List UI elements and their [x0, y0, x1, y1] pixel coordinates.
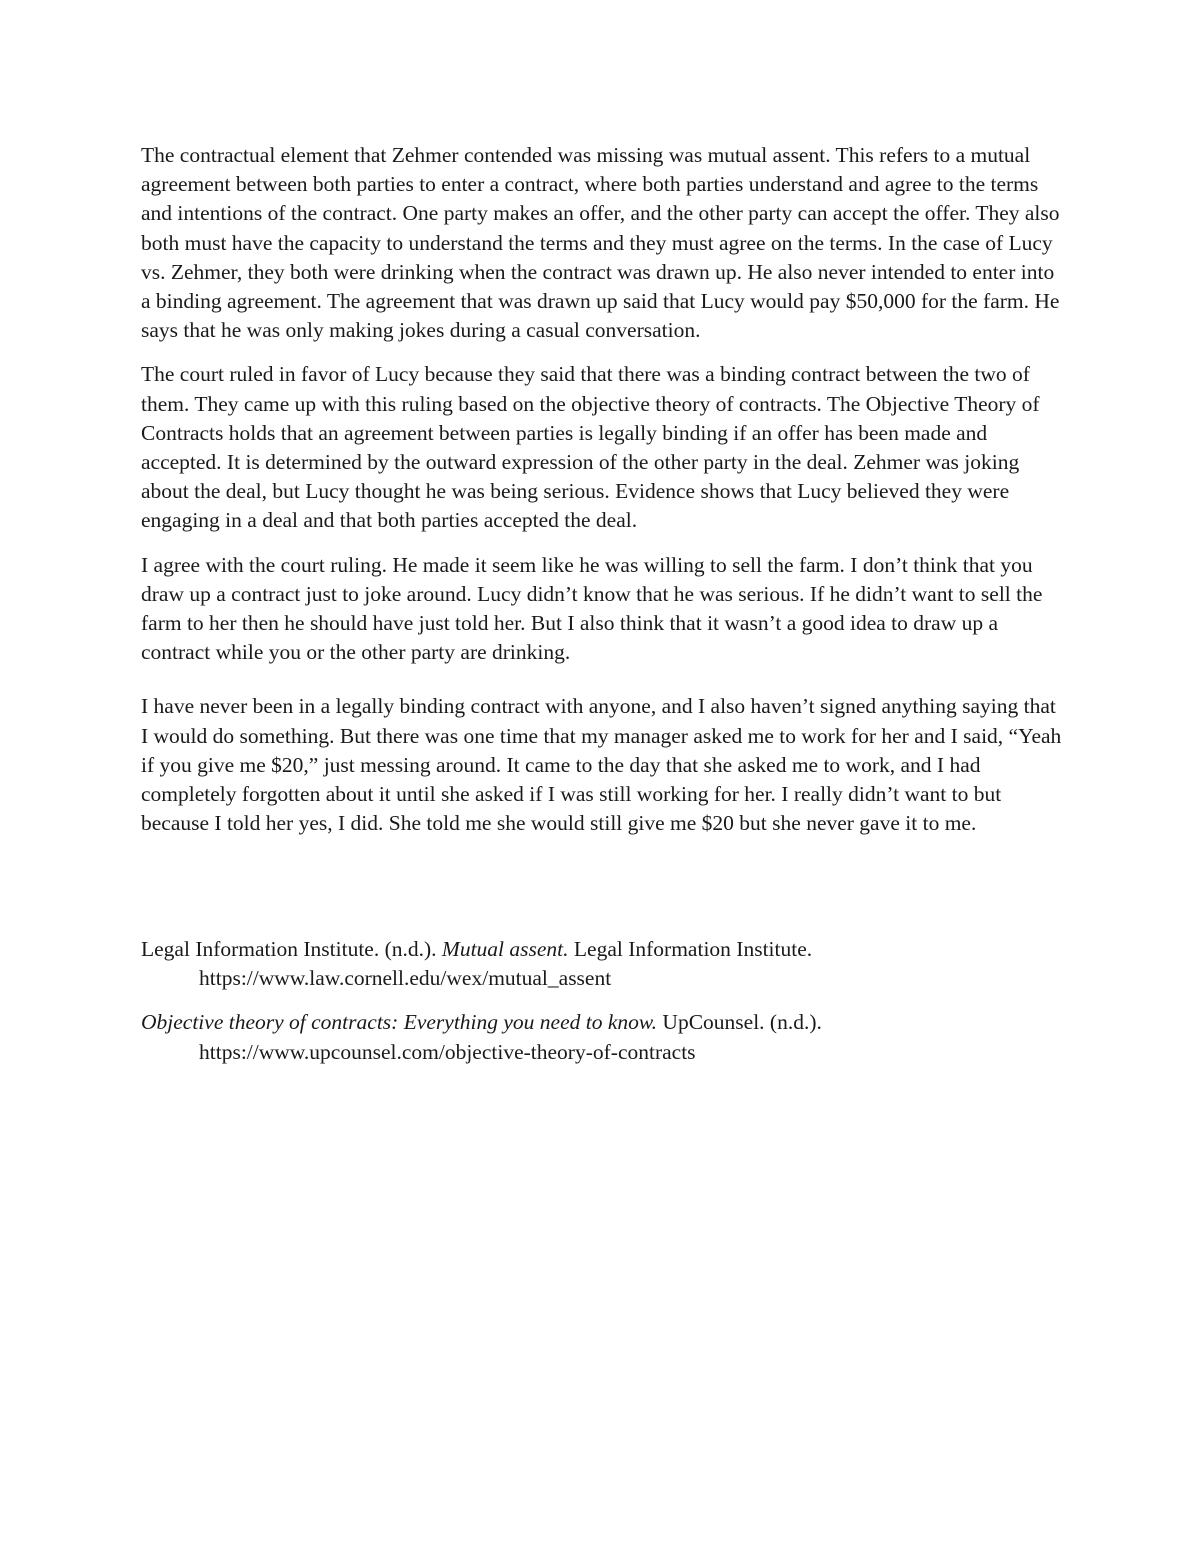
reference-title: Mutual assent.: [441, 937, 569, 961]
reference-url[interactable]: https://www.law.cornell.edu/wex/mutual_assent: [199, 966, 612, 991]
paragraph-personal-experience: I have never been in a legally binding contract with anyone, and I also haven’t signed anything saying that I would do something. But there was one time that my manager asked me to work for her and I said, “Yeah if you give me $20,” just messing around. It came to the day that she asked me to work, and I had completely forgotten about it until she asked if I was still working for her. I really didn’t want to but because I told her yes, I did. She told me she would still give me $20 but she never gave it to me.: [141, 694, 1062, 836]
reference-publisher: Legal Information Institute.: [568, 937, 813, 961]
essay-body: [141, 141, 1063, 838]
reference-author: Legal Information Institute. (n.d.).: [141, 937, 442, 961]
reference-url[interactable]: https://www.upcounsel.com/objective-theory-of-contracts: [199, 1039, 696, 1064]
reference-publisher: UpCounsel. (n.d.).: [657, 1010, 822, 1035]
paragraph-mutual-assent: The contractual element that Zehmer contended was missing was mutual assent. This refers to a mutual agreement between both parties to enter a contract, where both parties understand and agree to the terms and intentions of the contract. One party makes an offer, and the other party can accept the offer. They also both must have the capacity to understand the terms and they must agree on the terms. In the case of Lucy vs. Zehmer, they both were drinking when the contract was drawn up. He also never intended to enter into a binding agreement. The agreement that was drawn up said that Lucy would pay $50,000 for the farm. He says that he was only making jokes during a casual conversation.: [141, 143, 1060, 343]
reference-entry: [141, 935, 1063, 993]
reference-entry: [141, 1008, 1063, 1066]
references-section: [141, 935, 1063, 1067]
reference-title: Objective theory of contracts: Everything you need to know.: [141, 1010, 658, 1035]
reference-citation: [141, 1008, 1063, 1037]
paragraph-court-ruling: The court ruled in favor of Lucy because they said that there was a binding contract between the two of them. They came up with this ruling based on the objective theory of contracts. The Objective Theory of Contracts holds that an agreement between parties is legally binding if an offer has been made and accepted. It is determined by the outward expression of the other party in the deal. Zehmer was joking about the deal, but Lucy thought he was being serious. Evidence shows that Lucy believed they were engaging in a deal and that both parties accepted the deal.: [141, 362, 1040, 533]
reference-citation: [141, 935, 1063, 964]
paragraph-opinion: I agree with the court ruling. He made it seem like he was willing to sell the farm. I don’t think that you draw up a contract just to joke around. Lucy didn’t know that he was serious. If he didn’t want to sell the farm to her then he should have just told her. But I also think that it wasn’t a good idea to draw up a contract while you or the other party are drinking.: [141, 552, 1043, 665]
